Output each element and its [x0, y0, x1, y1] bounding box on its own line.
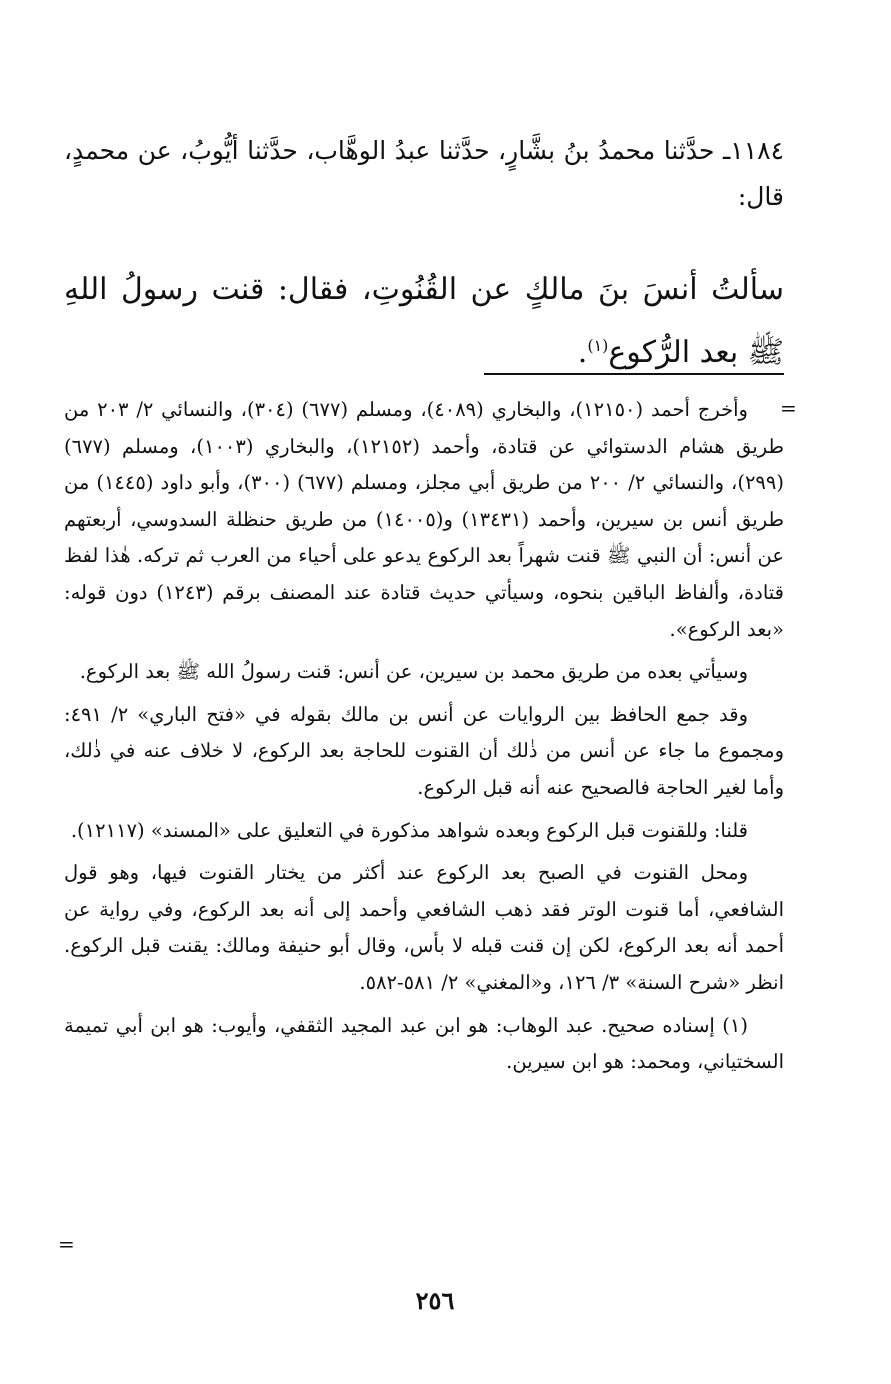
continuation-mark-top: =: [780, 396, 797, 420]
footnote-separator: [484, 373, 784, 375]
hadith-isnad-text: ١١٨٤ـ حدَّثنا محمدُ بنُ بشَّارٍ، حدَّثنا عبدُ الوهَّاب، حدَّثنا أيُّوبُ، عن محمدٍ، قال:: [64, 136, 784, 211]
hadith-matn-end: .: [577, 335, 588, 370]
footnotes: [64, 392, 784, 1087]
footnote-1: (١) إسناده صحيح. عبد الوهاب: هو ابن عبد المجيد الثقفي، وأيوب: هو ابن أبي تميمة السختياني، ومحمد: هو ابن سيرين.: [64, 1013, 784, 1074]
footnote-reference[interactable]: (١): [587, 336, 609, 355]
footnote-paragraph-1: وأخرج أحمد (١٢١٥٠)، والبخاري (٤٠٨٩)، ومسلم (٦٧٧) (٣٠٤)، والنسائي ٢/ ٢٠٣ من طريق هشام الدستوائي عن قتادة، وأحمد (١٢١٥٢)، والبخاري (١٠٠٣)، ومسلم (٦٧٧) (٢٩٩)، والنسائي ٢/ ٢٠٠ من طريق أبي مجلز، ومسلم (٦٧٧) (٣٠٠)، وأبو داود (١٤٤٥) من طريق أنس بن سيرين، وأحمد (١٣٤٣١) و(١٤٠٠٥) من طريق حنظلة السدوسي، أربعتهم عن أنس: أن النبي ﷺ قنت شهراً بعد الركوع يدعو على أحياء من العرب ثم تركه. هٰذا لفظ قتادة، وألفاظ الباقين بنحوه، وسيأتي حديث قتادة عند المصنف برقم (١٢٤٣) دون قوله: «بعد الركوع».: [64, 398, 785, 641]
hadith-matn: [64, 262, 784, 381]
footnote-paragraph-2: وسيأتي بعده من طريق محمد بن سيرين، عن أنس: قنت رسولُ الله ﷺ بعد الركوع.: [79, 660, 748, 684]
page-number: ٢٥٦: [415, 1286, 455, 1315]
hadith-isnad: [64, 128, 784, 220]
footnote-paragraph-5: ومحل القنوت في الصبح بعد الركوع عند أكثر من يختار القنوت فيها، وهو قول الشافعي، أما قنوت الوتر فقد ذهب الشافعي وأحمد إلى أنه بعد الركوع، وفي رواية عن أحمد أنه بعد الركوع، لكن إن قنت قبله لا بأس، وقال أبو حنيفة ومالك: يقنت قبل الركوع. انظر «شرح السنة» ٣/ ١٢٦، و«المغني» ٢/ ٥٨١-٥٨٢.: [64, 861, 784, 994]
footnote-paragraph-4: قلنا: وللقنوت قبل الركوع وبعده شواهد مذكورة في التعليق على «المسند» (١٢١١٧).: [70, 818, 748, 842]
footnote-paragraph-3: وقد جمع الحافظ بين الروايات عن أنس بن مالك بقوله في «فتح الباري» ٢/ ٤٩١: ومجموع ما جاء عن أنس من ذٰلك أن القنوت للحاجة بعد الركوع، لا خلاف عنه في ذٰلك، وأما لغير الحاجة فالصحيح عنه أنه قبل الركوع.: [64, 702, 784, 799]
continuation-mark-bottom: =: [58, 1232, 75, 1256]
hadith-matn-text: سألتُ أنسَ بنَ مالكٍ عن القُنُوتِ، فقال: قنت رسولُ اللهِ ﷺ بعد الرُّكوع: [64, 272, 784, 370]
